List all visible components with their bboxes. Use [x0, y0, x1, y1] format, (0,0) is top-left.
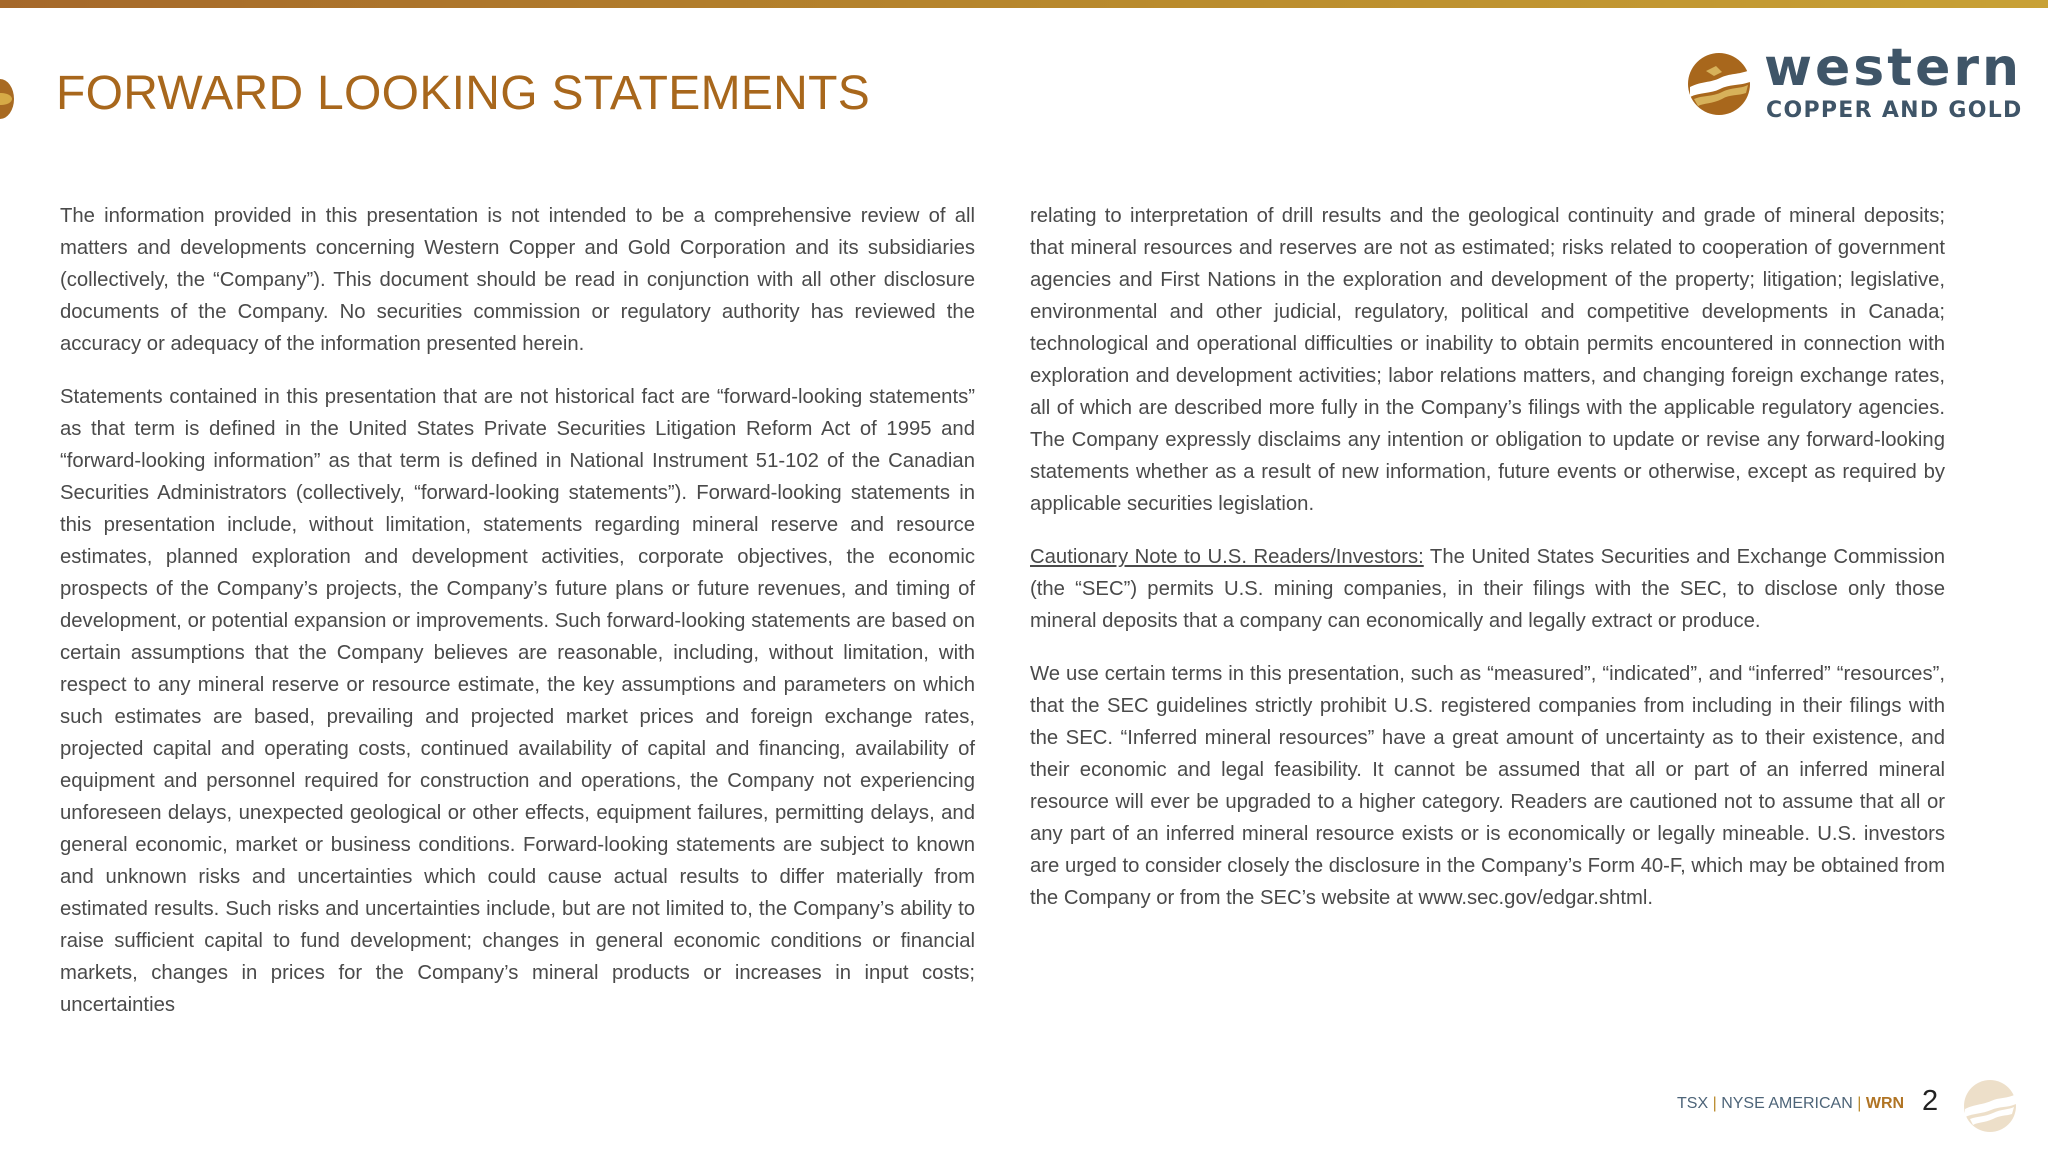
cautionary-note-body: The United States Securities and Exchange Commission (the “SEC”) permits U.S. mining companies, in their filings with the SEC, to disclose only those mineral deposits that a company can economically and legally extract or produce. — [1030, 546, 1946, 632]
risks-continuation-paragraph: relating to interpretation of drill results and the geological continuity and grade of mineral deposits; that mineral resources and reserves are not as estimated; risks related to cooperation of government agencies and First Nations in the exploration and development of the property; litigation; legislative, environmental and other judicial, regulatory, political and competitive developments in Canada; technological and operational difficulties or inability to obtain permits encountered in connection with exploration and development activities; labor relations matters, and changing foreign exchange rates, all of which are described more fully in the Company’s filings with the applicable regulatory agencies. The Company expressly disclaims any intention or obligation to update or revise any forward-looking statements whether as a result of new information, future events or otherwise, except as required by applicable securities legislation. — [1030, 205, 1945, 515]
page-number: 2 — [1922, 1085, 1939, 1117]
page-title: FORWARD LOOKING STATEMENTS — [56, 67, 871, 120]
edge-logo-fragment-icon — [0, 79, 14, 119]
logo-subtitle: COPPER AND GOLD — [1766, 98, 2023, 123]
cautionary-note-paragraph — [1030, 541, 1945, 637]
exchange-tsx: TSX — [1677, 1095, 1709, 1112]
exchange-nyse-american: NYSE AMERICAN — [1721, 1095, 1853, 1112]
right-text-column — [1030, 200, 1945, 935]
logo-wordmark: western — [1764, 38, 2023, 98]
top-accent-bar — [0, 0, 2048, 8]
footer-exchange-listing — [1677, 1095, 1904, 1113]
western-emblem-icon — [1686, 51, 1752, 117]
footer-separator: | — [1857, 1095, 1862, 1112]
inferred-resources-paragraph: We use certain terms in this presentation, such as “measured”, “indicated”, and “inferred” “resources”, that the SEC guidelines strictly prohibit U.S. registered companies from including in their filings with the SEC. “Inferred mineral resources” have a great amount of uncertainty as to their existence, and their economic and legal feasibility. It cannot be assumed that all or part of an inferred mineral resource will ever be upgraded to a higher category. Readers are cautioned not to assume that all or any part of an inferred mineral resource exists or is economically or legally mineable. U.S. investors are urged to consider closely the disclosure in the Company’s Form 40-F, which may be obtained from the Company or from the SEC’s website at www.sec.gov/edgar.shtml. — [1030, 663, 1945, 909]
company-logo — [1686, 38, 2023, 126]
forward-looking-paragraph: Statements contained in this presentation that are not historical fact are “forward-looking statements” as that term is defined in the United States Private Securities Litigation Reform Act of 1995 and “forward-looking information” as that term is defined in National Instrument 51-102 of the Canadian Securities Administrators (collectively, “forward-looking statements”). Forward-looking statements in this presentation include, without limitation, statements regarding mineral reserve and resource estimates, planned exploration and development activities, corporate objectives, the economic prospects of the Company’s projects, the Company’s future plans or future revenues, and timing of development, or potential expansion or improvements. Such forward-looking statements are based on certain assumptions that the Company believes are reasonable, including, without limitation, with respect to any mineral reserve or resource estimate, the key assumptions and parameters on which such estimates are based, prevailing and projected market prices and foreign exchange rates, projected capital and operating costs, continued availability of capital and financing, availability of equipment and personnel required for construction and operations, the Company not experiencing unforeseen delays, unexpected geological or other effects, equipment failures, permitting delays, and general economic, market or business conditions. Forward-looking statements are subject to known and unknown risks and uncertainties which could cause actual results to differ materially from estimated results. Such risks and uncertainties include, but are not limited to, the Company’s ability to raise sufficient capital to fund development; changes in general economic conditions or financial markets, changes in prices for the Company’s mineral products or increases in input costs; uncertainties — [60, 386, 975, 1016]
western-emblem-watermark-icon — [1962, 1078, 2018, 1134]
intro-paragraph: The information provided in this presentation is not intended to be a comprehensive review of all matters and developments concerning Western Copper and Gold Corporation and its subsidiaries (collectively, the “Company”). This document should be read in conjunction with all other disclosure documents of the Company. No securities commission or regulatory authority has reviewed the accuracy or adequacy of the information presented herein. — [60, 205, 975, 355]
footer-separator: | — [1712, 1095, 1717, 1112]
left-text-column — [60, 200, 975, 1042]
cautionary-note-heading: Cautionary Note to U.S. Readers/Investors: — [1030, 546, 1424, 568]
ticker-symbol: WRN — [1865, 1095, 1905, 1112]
